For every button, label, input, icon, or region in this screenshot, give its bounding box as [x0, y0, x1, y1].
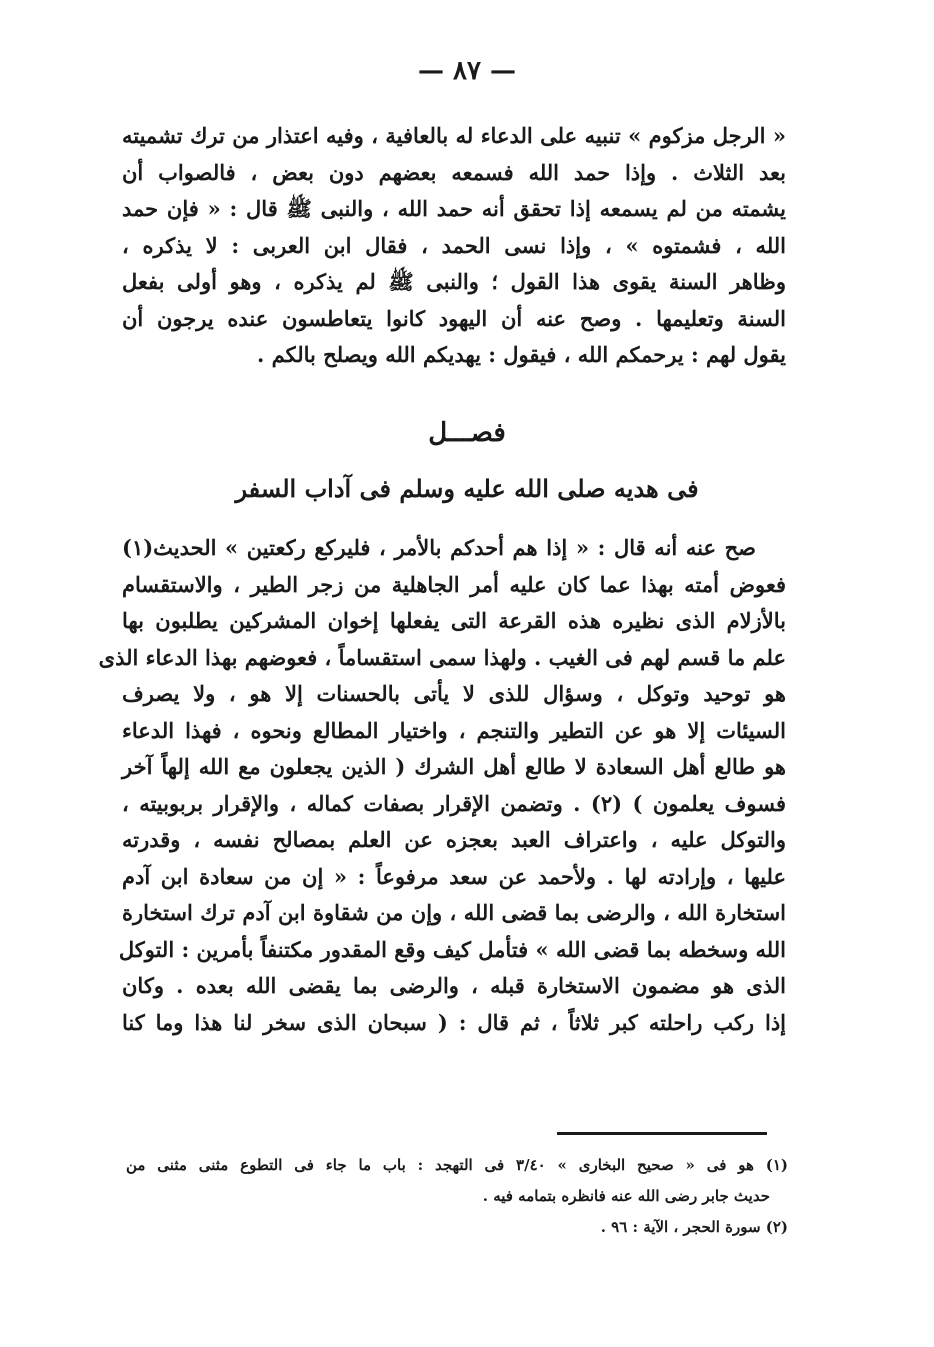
text-line: هو طالع أهل السعادة لا طالع أهل الشرك ( الذين يجعلون مع الله إلهاً آخر	[122, 754, 786, 779]
text-line: يقول لهم : يرحمكم الله ، فيقول : يهديكم الله ويصلح بالكم .	[257, 342, 786, 367]
text-line: إذا ركب راحلته كبر ثلاثاً ، ثم قال : ( سبحان الذى سخر لنا هذا وما كنا	[122, 1009, 786, 1035]
paragraph-continued	[122, 118, 786, 374]
text-line: فعوض أمته بهذا عما كان عليه أمر الجاهلية من زجر الطير ، والاستقسام	[122, 571, 786, 597]
text-line: الله وسخطه بما قضى الله » فتأمل كيف وقع المقدور مكتنفاً بأمرين : التوكل	[118, 936, 786, 962]
text-line: عليها ، وإرادته لها . ولأحمد عن سعد مرفوعاً : « إن من سعادة ابن آدم	[122, 863, 786, 889]
text-line: بعد الثلاث . وإذا حمد الله فسمعه بعضهم دون بعض ، فالصواب أن	[122, 159, 786, 185]
text-line: الذى هو مضمون الاستخارة قبله ، والرضى بما يقضى الله بعده . وكان	[122, 973, 786, 998]
footnote-divider	[557, 1132, 767, 1135]
text-line: « الرجل مزكوم » تنبيه على الدعاء له بالعافية ، وفيه اعتذار من ترك تشميته	[122, 123, 786, 148]
text-line: صح عنه أنه قال : « إذا هم أحدكم بالأمر ، فليركع ركعتين » الحديث(١)	[122, 535, 756, 560]
section-title: فى هديه صلى الله عليه وسلم فى آداب السفر	[235, 474, 699, 503]
text-line: الله ، فشمتوه » ، وإذا نسى الحمد ، فقال ابن العربى : لا يذكره ،	[122, 232, 786, 258]
section-heading-text: فصـــل	[428, 418, 506, 448]
text-line: السيئات إلا هو عن التطير والتنجم ، واختيار المطالع ونحوه ، فهذا الدعاء	[122, 717, 786, 743]
text-line: استخارة الله ، والرضى بما قضى الله ، وإن من شقاوة ابن آدم ترك استخارة	[122, 900, 786, 925]
text-line: السنة وتعليمها . وصح عنه أن اليهود كانوا يتعاطسون عنده يرجون أن	[122, 305, 786, 331]
footnote-line: (١) هو فى « صحيح البخارى » ٣/٤٠ فى التهجد : باب ما جاء فى التطوع مثنى مثنى من	[126, 1156, 788, 1174]
page-number: — ٨٧ —	[417, 56, 517, 86]
paragraph-travel-etiquette	[98, 530, 786, 1041]
text-line: وظاهر السنة يقوى هذا القول ؛ والنبى ﷺ لم يذكره ، وهو أولى بفعل	[122, 269, 786, 294]
text-line: والتوكل عليه ، واعتراف العبد بعجزه عن العلم بمصالح نفسه ، وقدرته	[122, 827, 786, 852]
footnote-line: (٢) سورة الحجر ، الآية : ٩٦ .	[600, 1218, 788, 1236]
section-heading	[0, 418, 934, 448]
footnotes	[126, 1150, 788, 1243]
text-line: علم ما قسم لهم فى الغيب . ولهذا سمى استقساماً ، فعوضهم بهذا الدعاء الذى	[98, 644, 786, 670]
footnote-line: حديث جابر رضى الله عنه فانظره بتمامه فيه .	[482, 1187, 770, 1205]
text-line: بالأزلام الذى نظيره هذه القرعة التى يفعلها إخوان المشركين يطلبون بها	[122, 608, 786, 633]
text-line: يشمته من لم يسمعه إذا تحقق أنه حمد الله ، والنبى ﷺ قال : « فإن حمد	[122, 196, 786, 221]
text-line: هو توحيد وتوكل ، وسؤال للذى لا يأتى بالحسنات إلا هو ، ولا يصرف	[122, 681, 786, 706]
text-line: فسوف يعلمون ) (٢) . وتضمن الإقرار بصفات كماله ، والإقرار بربوبيته ،	[122, 790, 786, 816]
